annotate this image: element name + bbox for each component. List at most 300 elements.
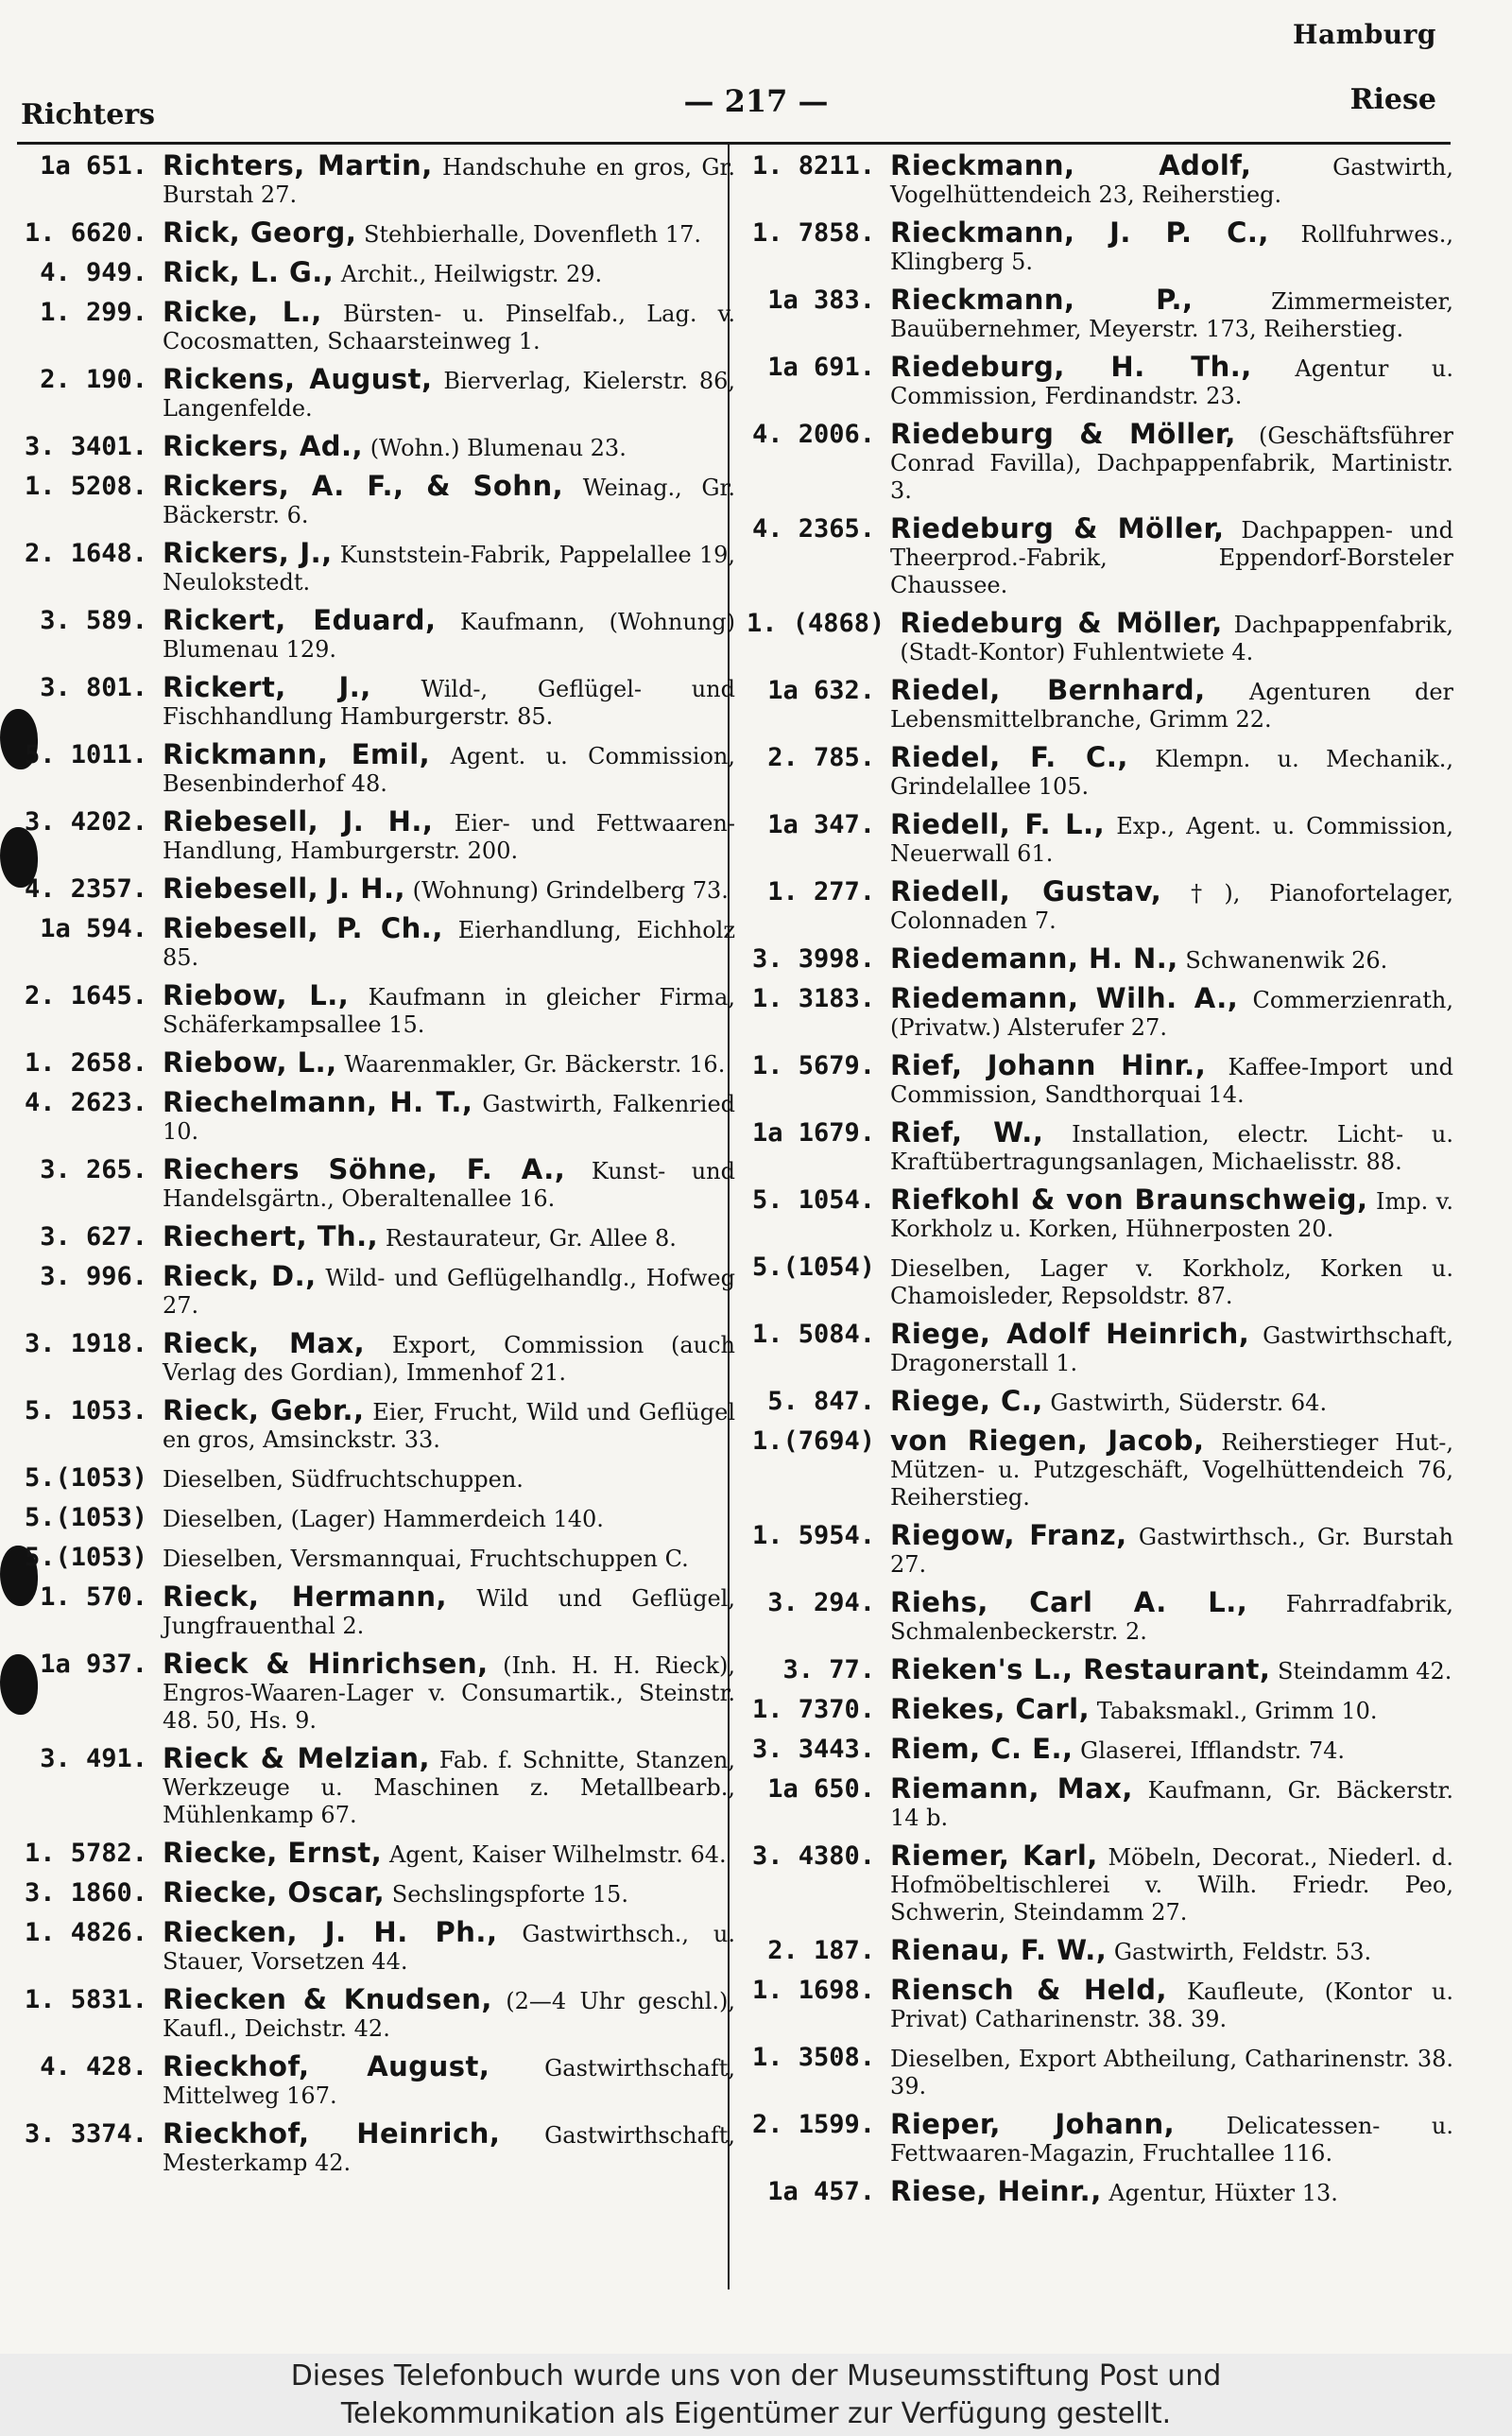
entry-text — [163, 256, 743, 288]
phone-number: 5. 847. — [767, 1387, 875, 1416]
subscriber-name: Riedeburg & Möller, — [900, 607, 1223, 639]
subscriber-name: Rick, L. G., — [163, 256, 335, 288]
subscriber-name: Rieckhof, Heinrich, — [163, 2117, 501, 2150]
entry-text — [890, 1318, 1461, 1377]
right-column — [747, 149, 1465, 2286]
subscriber-name: Riecken & Knudsen, — [163, 1983, 492, 2015]
subscriber-details: Gastwirthschaft, Mittelweg 167. — [163, 2055, 735, 2109]
phone-number: 1a 383. — [767, 285, 875, 315]
directory-entry — [19, 738, 747, 805]
subscriber-details: Wild und Geflügel, Jungfrauenthal 2. — [163, 1585, 735, 1639]
subscriber-name: Riecke, Oscar, — [163, 1876, 386, 1909]
entry-text — [163, 979, 743, 1039]
subscriber-name: Riedel, F. C., — [890, 741, 1128, 773]
subscriber-name: Rickers, A. F., & Sohn, — [163, 470, 564, 502]
directory-entry — [19, 1501, 747, 1541]
directory-entry — [747, 1653, 1465, 1693]
subscriber-name: Rieck, D., — [163, 1260, 317, 1292]
directory-entry — [747, 2108, 1465, 2175]
phone-number: 1. 5954. — [751, 1521, 875, 1550]
subscriber-details: Commerzienrath, (Privatw.) Alsterufer 27. — [890, 987, 1454, 1041]
subscriber-details: Gastwirthsch., Gr. Burstah 27. — [890, 1524, 1453, 1578]
subscriber-details: Kunst- und Handelsgärtn., Oberaltenallee 16. — [163, 1158, 735, 1212]
subscriber-details: Dieselben, Versmannquai, Fruchtschuppen C. — [163, 1546, 689, 1572]
directory-entry — [747, 875, 1465, 942]
entry-text — [163, 1504, 743, 1533]
directory-entry — [19, 1260, 747, 1327]
phone-number: 1. 3183. — [751, 984, 875, 1013]
directory-entry — [747, 674, 1465, 741]
directory-entry — [747, 1251, 1465, 1318]
directory-entry — [19, 1581, 747, 1648]
entry-text — [163, 470, 743, 529]
entry-text — [163, 1837, 743, 1869]
subscriber-details: Zimmermeister, Bauübernehmer, Meyerstr. 173, Reiherstieg. — [890, 288, 1453, 342]
directory-entry — [747, 418, 1465, 512]
phone-number: 4. 2365. — [751, 514, 875, 544]
phone-number: 4. 428. — [40, 2052, 147, 2082]
subscriber-details: Agenturen der Lebensmittelbranche, Grimm 22. — [890, 679, 1453, 733]
entry-text — [163, 363, 743, 423]
subscriber-name: Rick, Georg, — [163, 216, 357, 249]
directory-entry — [19, 1220, 747, 1260]
phone-number: 1a 1679. — [751, 1118, 875, 1148]
phone-number: 1. 570. — [40, 1582, 147, 1612]
subscriber-details: Agent. u. Commission, Besenbinderhof 48. — [163, 743, 735, 797]
directory-entry — [19, 537, 747, 604]
phone-number: 5.(1053) — [24, 1463, 147, 1493]
subscriber-details: Stehbierhalle, Dovenfleth 17. — [356, 221, 702, 248]
entry-text — [890, 1934, 1461, 1966]
phone-number: 1a 651. — [40, 151, 147, 181]
phone-number: 3. 294. — [767, 1588, 875, 1617]
directory-entry — [747, 1385, 1465, 1425]
subscriber-details: Installation, electr. Licht- u. Kraftübertragungsanlagen, Michaelisstr. 88. — [890, 1121, 1453, 1175]
phone-number: 5.(1054) — [751, 1253, 875, 1282]
phone-number: 4. 2357. — [24, 874, 147, 904]
subscriber-name: Rieck, Hermann, — [163, 1581, 448, 1613]
entry-text — [163, 1086, 743, 1146]
subscriber-name: Ricke, L., — [163, 296, 322, 328]
subscriber-details: Eierhandlung, Eichholz 85. — [163, 917, 735, 971]
directory-entry — [747, 607, 1465, 674]
phone-number: 1. 7370. — [751, 1695, 875, 1724]
city-heading: Hamburg — [1293, 19, 1436, 50]
subscriber-details: Kunststein-Fabrik, Pappelallee 19, Neulokstedt. — [163, 542, 735, 596]
subscriber-name: Riefkohl & von Braunschweig, — [890, 1183, 1368, 1216]
subscriber-details: Sechslingspforte 15. — [385, 1881, 628, 1908]
entry-text — [900, 607, 1461, 666]
directory-entry — [747, 1974, 1465, 2041]
subscriber-details: Gastwirthschaft, Mesterkamp 42. — [163, 2122, 736, 2176]
subscriber-details: Restaurateur, Gr. Allee 8. — [378, 1225, 677, 1252]
entry-text — [163, 671, 743, 731]
phone-number: 3. 627. — [40, 1222, 147, 1252]
directory-entry — [19, 1046, 747, 1086]
subscriber-details: Eier- und Fettwaaren-Handlung, Hamburgerstr. 200. — [163, 810, 735, 864]
subscriber-name: Riedel, Bernhard, — [890, 674, 1206, 706]
phone-number: 3. 801. — [40, 673, 147, 702]
directory-entry — [747, 1934, 1465, 1974]
directory-entry — [747, 1318, 1465, 1385]
entry-text — [163, 430, 743, 462]
subscriber-name: Rickert, J., — [163, 671, 371, 703]
subscriber-name: Richters, Martin, — [163, 149, 433, 181]
entry-text — [890, 418, 1461, 505]
left-catchword: Richters — [21, 98, 156, 131]
entry-text — [163, 872, 743, 905]
phone-number: 2. 1599. — [751, 2110, 875, 2139]
phone-number: 4. 2623. — [24, 1088, 147, 1117]
subscriber-name: Riebow, L., — [163, 1046, 337, 1079]
phone-number: 1. 3508. — [751, 2043, 875, 2072]
phone-number: 1. (4868) — [747, 609, 885, 638]
subscriber-details: Tabaksmakl., Grimm 10. — [1090, 1698, 1378, 1724]
entry-text — [890, 1653, 1461, 1685]
subscriber-details: Dieselben, Südfruchtschuppen. — [163, 1466, 524, 1493]
directory-entry — [747, 2041, 1465, 2108]
subscriber-name: Riehs, Carl A. L., — [890, 1586, 1248, 1618]
phone-number: 1. 4826. — [24, 1918, 147, 1947]
subscriber-details: Möbeln, Decorat., Niederl. d. Hofmöbeltischlerei v. Wilh. Friedr. Peo, Schwerin, Steindamm 27. — [890, 1844, 1454, 1926]
entry-text — [890, 286, 1461, 343]
subscriber-name: Rickmann, Emil, — [163, 738, 431, 770]
subscriber-details: Dachpappenfabrik, (Stadt-Kontor) Fuhlentwiete 4. — [900, 612, 1453, 665]
entry-text — [163, 537, 743, 596]
subscriber-details: (Geschäftsführer Conrad Favilla), Dachpappenfabrik, Martinistr. 3. — [890, 423, 1454, 504]
entry-text — [163, 1544, 743, 1573]
subscriber-details: Gastwirth, Süderstr. 64. — [1042, 1390, 1328, 1416]
phone-number: 3. 1918. — [24, 1329, 147, 1358]
directory-entry — [19, 2117, 747, 2185]
subscriber-name: Riemer, Karl, — [890, 1840, 1098, 1872]
entry-text — [163, 738, 743, 798]
entry-text — [163, 2117, 743, 2177]
directory-entry — [19, 149, 747, 216]
directory-entry — [747, 1519, 1465, 1586]
subscriber-name: Rieck & Hinrichsen, — [163, 1648, 489, 1680]
subscriber-name: Riedell, F. L., — [890, 808, 1106, 840]
subscriber-details: Export, Commission (auch Verlag des Gordian), Immenhof 21. — [163, 1332, 735, 1386]
entry-text — [890, 1586, 1461, 1646]
entry-text — [890, 1116, 1461, 1176]
phone-number: 1a 650. — [767, 1774, 875, 1804]
subscriber-details: Schwanenwik 26. — [1177, 947, 1388, 974]
phone-number: 1. 5782. — [24, 1839, 147, 1868]
directory-entry — [19, 912, 747, 979]
subscriber-name: Riese, Heinr., — [890, 2175, 1102, 2207]
entry-text — [890, 982, 1461, 1042]
phone-number: 3. 3998. — [751, 944, 875, 974]
entry-text — [890, 741, 1461, 801]
directory-entry — [747, 351, 1465, 418]
entry-text — [890, 1974, 1461, 2033]
entry-text — [163, 1464, 743, 1494]
directory-entry — [747, 1840, 1465, 1934]
footer-line-1: Dieses Telefonbuch wurde uns von der Museumsstiftung Post und — [290, 2359, 1222, 2393]
entry-text — [890, 2108, 1461, 2168]
entry-text — [890, 1183, 1461, 1243]
subscriber-name: Riechert, Th., — [163, 1220, 379, 1253]
phone-number: 5. 1011. — [24, 740, 147, 769]
subscriber-name: Rickers, J., — [163, 537, 333, 569]
subscriber-name: Riem, C. E., — [890, 1733, 1074, 1765]
directory-entry — [747, 942, 1465, 982]
directory-entry — [19, 1876, 747, 1916]
subscriber-details: Gastwirth, Vogelhüttendeich 23, Reiherstieg. — [890, 154, 1453, 208]
subscriber-details: Dieselben, Lager v. Korkholz, Korken u. Chamoisleder, Repsoldstr. 87. — [890, 1255, 1453, 1309]
directory-entry — [747, 982, 1465, 1049]
subscriber-details: Eier, Frucht, Wild und Geflügel en gros, Amsinckstr. 33. — [163, 1399, 735, 1453]
subscriber-details: (Wohn.) Blumenau 23. — [363, 435, 627, 461]
phone-number: 3. 265. — [40, 1155, 147, 1184]
subscriber-details: Weinag., Gr. Bäckerstr. 6. — [163, 475, 735, 528]
phone-number: 5.(1053) — [24, 1543, 147, 1572]
subscriber-name: Rienau, F. W., — [890, 1934, 1108, 1966]
entry-text — [890, 216, 1461, 276]
phone-number: 3. 4202. — [24, 807, 147, 837]
subscriber-name: Riekes, Carl, — [890, 1693, 1091, 1725]
subscriber-name: Rieckmann, J. P. C., — [890, 216, 1269, 249]
subscriber-name: Rieckmann, P., — [890, 284, 1194, 316]
entry-text — [163, 149, 743, 209]
subscriber-details: Handschuhe en gros, Gr. Burstah 27. — [163, 154, 735, 208]
directory-entry — [747, 512, 1465, 607]
directory-entry — [747, 1049, 1465, 1116]
directory-entry — [19, 2050, 747, 2117]
directory-entry — [19, 872, 747, 912]
subscriber-name: Rieckhof, August, — [163, 2050, 490, 2082]
phone-number: 1a 937. — [40, 1650, 147, 1679]
directory-entry — [19, 470, 747, 537]
directory-entry — [19, 363, 747, 430]
subscriber-name: Riege, Adolf Heinrich, — [890, 1318, 1250, 1350]
subscriber-name: Riege, C., — [890, 1385, 1043, 1417]
subscriber-name: Rief, W., — [890, 1116, 1044, 1149]
entry-text — [890, 1693, 1461, 1725]
subscriber-name: Riedeburg & Möller, — [890, 418, 1236, 450]
subscriber-details: †), Pianofortelager, Colonnaden 7. — [890, 880, 1453, 934]
subscriber-name: Rieck, Max, — [163, 1327, 366, 1359]
entry-text — [890, 1842, 1461, 1926]
phone-number: 5. 1054. — [751, 1185, 875, 1215]
subscriber-details: Glaserei, Ifflandstr. 74. — [1073, 1737, 1345, 1764]
subscriber-details: Imp. v. Korkholz u. Korken, Hühnerposten 20. — [890, 1188, 1454, 1242]
phone-number: 1. 1698. — [751, 1976, 875, 2005]
entry-text — [163, 1876, 743, 1909]
directory-entry — [747, 216, 1465, 284]
directory-entry — [19, 1837, 747, 1876]
directory-entry — [747, 1425, 1465, 1519]
directory-entry — [19, 256, 747, 296]
directory-entry — [19, 1648, 747, 1742]
entry-text — [890, 2044, 1461, 2100]
entry-text — [890, 1253, 1461, 1310]
subscriber-details: Kaufmann in gleicher Firma, Schäferkampsallee 15. — [163, 984, 735, 1038]
phone-number: 3. 1860. — [24, 1878, 147, 1908]
phone-number: 3. 77. — [782, 1655, 875, 1684]
subscriber-details: (2—4 Uhr geschl.), Kaufl., Deichstr. 42. — [163, 1988, 735, 2042]
subscriber-name: Riedeburg, H. Th., — [890, 351, 1252, 383]
directory-entry — [19, 671, 747, 738]
subscriber-name: Riemann, Max, — [890, 1772, 1133, 1805]
entry-text — [890, 942, 1461, 975]
subscriber-details: Agentur, Hüxter 13. — [1101, 2180, 1338, 2206]
phone-number: 5. 1053. — [24, 1396, 147, 1425]
directory-entry — [747, 149, 1465, 216]
phone-number: 3. 589. — [40, 606, 147, 635]
footer-notice — [0, 2354, 1512, 2436]
subscriber-name: Rieken's L., Restaurant, — [890, 1653, 1271, 1685]
subscriber-details: Exp., Agent. u. Commission, Neuerwall 61. — [890, 813, 1453, 867]
subscriber-details: Archit., Heilwigstr. 29. — [334, 261, 603, 287]
phone-number: 2. 1648. — [24, 539, 147, 568]
entry-text — [890, 2175, 1461, 2207]
phone-number: 1. 5831. — [24, 1985, 147, 2014]
directory-entry — [747, 808, 1465, 875]
subscriber-details: Fab. f. Schnitte, Stanzen, Werkzeuge u. Maschinen z. Metallbearb., Mühlenkamp 67. — [163, 1747, 735, 1828]
phone-number: 1. 5679. — [751, 1051, 875, 1080]
phone-number: 4. 2006. — [751, 420, 875, 449]
subscriber-name: Rickers, Ad., — [163, 430, 364, 462]
phone-number: 1a 632. — [767, 676, 875, 705]
header-rule — [17, 142, 1451, 145]
directory-entry — [747, 2175, 1465, 2215]
left-column — [19, 149, 747, 2286]
entry-text — [163, 1220, 743, 1253]
entry-text — [163, 1327, 743, 1387]
subscriber-details: Kaufmann, (Wohnung) Blumenau 129. — [163, 609, 735, 663]
subscriber-name: von Riegen, Jacob, — [890, 1425, 1205, 1457]
phone-number: 2. 187. — [767, 1936, 875, 1965]
subscriber-name: Riebesell, J. H., — [163, 805, 434, 838]
subscriber-name: Rickens, August, — [163, 363, 433, 395]
footer-line-2: Telekommunikation als Eigentümer zur Verfügung gestellt. — [340, 2397, 1172, 2430]
subscriber-details: Wild-, Geflügel- und Fischhandlung Hamburgerstr. 85. — [163, 676, 735, 730]
subscriber-name: Riecken, J. H. Ph., — [163, 1916, 498, 1948]
phone-number: 3. 3401. — [24, 432, 147, 461]
entry-text — [163, 1983, 743, 2043]
phone-number: 1. 5208. — [24, 472, 147, 501]
subscriber-name: Rieper, Johann, — [890, 2108, 1176, 2140]
subscriber-details: Gastwirthsch., u. Stauer, Vorsetzen 44. — [163, 1921, 735, 1975]
directory-entry — [19, 296, 747, 363]
subscriber-details: Wild- und Geflügelhandlg., Hofweg 27. — [163, 1265, 735, 1319]
directory-entry — [19, 1916, 747, 1983]
phone-number: 1. 5084. — [751, 1320, 875, 1349]
entry-text — [163, 1046, 743, 1079]
entry-text — [890, 149, 1461, 209]
subscriber-name: Riensch & Held, — [890, 1974, 1168, 2006]
subscriber-details: Kaufleute, (Kontor u. Privat) Catharinenstr. 38. 39. — [890, 1978, 1453, 2032]
phone-number: 1. 8211. — [751, 151, 875, 181]
subscriber-details: Kaffee-Import und Commission, Sandthorquai 14. — [890, 1054, 1453, 1108]
page-number: — 217 — — [683, 83, 829, 119]
phone-number: 3. 491. — [40, 1744, 147, 1773]
directory-entry — [747, 1183, 1465, 1251]
phone-number: 5.(1053) — [24, 1503, 147, 1532]
phone-number: 1. 2658. — [24, 1048, 147, 1078]
directory-entry — [747, 1693, 1465, 1733]
subscriber-name: Riecke, Ernst, — [163, 1837, 383, 1869]
subscriber-details: Agent, Kaiser Wilhelmstr. 64. — [382, 1841, 727, 1868]
directory-entry — [19, 604, 747, 671]
entry-text — [163, 1742, 743, 1829]
phone-number: 2. 1645. — [24, 981, 147, 1011]
subscriber-name: Riebesell, J. H., — [163, 872, 405, 905]
directory-entry — [19, 1327, 747, 1394]
entry-text — [163, 1260, 743, 1320]
phone-number: 1a 457. — [767, 2177, 875, 2206]
subscriber-name: Riechers Söhne, F. A., — [163, 1153, 566, 1185]
entry-text — [163, 912, 743, 972]
entry-text — [890, 1772, 1461, 1832]
directory-entry — [747, 1733, 1465, 1772]
directory-entry — [747, 741, 1465, 808]
directory-entry — [19, 1541, 747, 1581]
phone-number: 1. 299. — [40, 298, 147, 327]
phone-number: 1. 7858. — [751, 218, 875, 248]
subscriber-details: Klempn. u. Mechanik., Grindelallee 105. — [890, 746, 1453, 800]
entry-text — [890, 1733, 1461, 1765]
subscriber-name: Rief, Johann Hinr., — [890, 1049, 1207, 1081]
subscriber-name: Riedeburg & Möller, — [890, 512, 1225, 544]
subscriber-name: Riebesell, P. Ch., — [163, 912, 443, 944]
entry-text — [163, 1650, 743, 1735]
phone-number: 3. 3443. — [751, 1735, 875, 1764]
entry-text — [890, 1385, 1461, 1417]
directory-entry — [19, 1983, 747, 2050]
subscriber-details: Bürsten- u. Pinselfab., Lag. v. Cocosmatten, Schaarsteinweg 1. — [163, 301, 735, 354]
subscriber-details: Kaufmann, Gr. Bäckerstr. 14 b. — [890, 1777, 1453, 1831]
entry-text — [890, 1519, 1461, 1579]
entry-text — [890, 808, 1461, 868]
directory-entry — [19, 1461, 747, 1501]
entry-text — [890, 875, 1461, 935]
subscriber-name: Riegow, Franz, — [890, 1519, 1127, 1551]
phone-number: 3. 4380. — [751, 1841, 875, 1871]
directory-entry — [19, 1742, 747, 1837]
directory-entry — [19, 430, 747, 470]
entry-text — [890, 674, 1461, 734]
subscriber-details: Reiherstieger Hut-, Mützen- u. Putzgeschäft, Vogelhüttendeich 76, Reiherstieg. — [890, 1429, 1453, 1511]
directory-entry — [747, 1772, 1465, 1840]
directory-entry — [747, 284, 1465, 351]
entry-text — [163, 1153, 743, 1213]
subscriber-details: Steindamm 42. — [1270, 1658, 1452, 1684]
subscriber-details: Fahrradfabrik, Schmalenbeckerstr. 2. — [890, 1591, 1453, 1645]
subscriber-name: Rieckmann, Adolf, — [890, 149, 1252, 181]
phone-number: 4. 949. — [40, 258, 147, 287]
entry-text — [163, 805, 743, 865]
entry-text — [163, 604, 743, 664]
right-catchword: Riese — [1349, 83, 1436, 116]
entry-text — [890, 1049, 1461, 1109]
phone-number: 1. 6620. — [24, 218, 147, 248]
subscriber-details: Gastwirthschaft, Dragonerstall 1. — [890, 1322, 1453, 1376]
subscriber-details: Gastwirth, Feldstr. 53. — [1107, 1939, 1372, 1965]
directory-entry — [19, 805, 747, 872]
phone-number: 1a 594. — [40, 914, 147, 943]
entry-text — [163, 216, 743, 249]
directory-entry — [19, 979, 747, 1046]
subscriber-details: Dieselben, Export Abtheilung, Catharinenstr. 38. 39. — [890, 2046, 1453, 2099]
phone-number: 2. 190. — [40, 365, 147, 394]
subscriber-name: Rieck & Melzian, — [163, 1742, 430, 1774]
subscriber-name: Riebow, L., — [163, 979, 350, 1011]
phone-number: 3. 996. — [40, 1262, 147, 1291]
subscriber-name: Riedemann, Wilh. A., — [890, 982, 1239, 1014]
